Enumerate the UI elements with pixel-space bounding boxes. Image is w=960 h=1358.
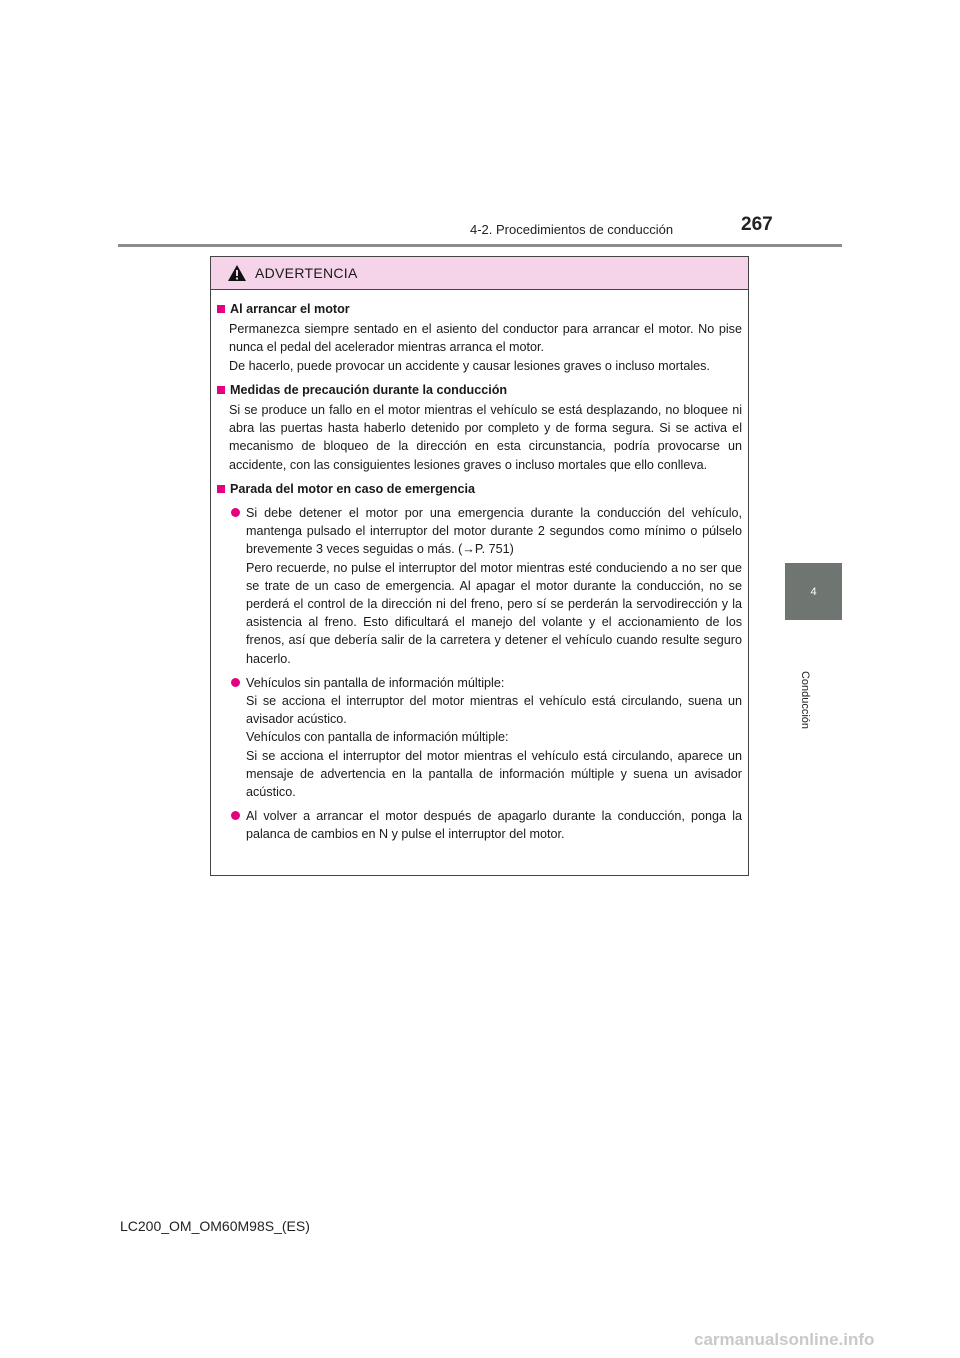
square-bullet-icon bbox=[217, 386, 225, 394]
section-heading bbox=[217, 300, 742, 318]
section-heading-text: Parada del motor en caso de emergencia bbox=[230, 481, 475, 496]
paragraph-line: Permanezca siempre sentado en el asiento del conductor para arrancar el motor. No pise nunca el pedal del acelerador mientras arranca el motor. bbox=[229, 322, 742, 355]
list-item-line: Pero recuerde, no pulse el interruptor del motor mientras esté conduciendo a no ser que se trate de un caso de emergencia. Al apagar el motor durante la conducción, no se perderá el control de la dirección ni del freno, pero sí se perderán la servodirección y la asistencia al freno. Esto dificultará el manejo del volante y el accionamiento de los frenos, así que debería salir de la carretera y detener el vehículo cuando resulte seguro hacerlo. bbox=[246, 560, 742, 666]
list-item-line: Si se acciona el interruptor del motor mientras el vehículo está circulando, aparece un mensaje de advertencia en la pantalla de información múltiple y suena un avisador acústico. bbox=[246, 748, 742, 800]
warning-title: ADVERTENCIA bbox=[255, 265, 358, 281]
list-item-line: Vehículos sin pantalla de información múltiple: bbox=[246, 675, 505, 690]
section-title: 4-2. Procedimientos de conducción bbox=[470, 222, 674, 237]
circle-bullet-icon bbox=[231, 678, 240, 687]
section-heading-text: Medidas de precaución durante la conducción bbox=[230, 382, 508, 397]
watermark: carmanualsonline.info bbox=[694, 1330, 875, 1349]
list-item-line: Vehículos con pantalla de información múltiple: bbox=[246, 730, 509, 745]
paragraph-line: Si se produce un fallo en el motor mientras el vehículo se está desplazando, no bloquee ni abra las puertas hasta haberlo detenido por completo y de forma segura. Si se activa el mecanismo de bloqueo de la dirección en esta circunstancia, podría provocarse un accidente, con las consiguientes lesiones graves o incluso mortales que ello conlleva. bbox=[229, 403, 742, 472]
circle-bullet-icon bbox=[231, 508, 240, 517]
section-paragraph bbox=[217, 401, 742, 474]
list-item bbox=[217, 504, 742, 668]
warning-header bbox=[211, 257, 748, 290]
square-bullet-icon bbox=[217, 305, 225, 313]
section-paragraph bbox=[217, 320, 742, 375]
list-item bbox=[217, 674, 742, 801]
document-code: LC200_OM_OM60M98S_(ES) bbox=[120, 1218, 310, 1234]
paragraph-line: De hacerlo, puede provocar un accidente y causar lesiones graves o incluso mortales. bbox=[229, 358, 710, 373]
warning-box bbox=[210, 256, 749, 876]
list-item-line: Si debe detener el motor por una emergencia durante la conducción del vehículo, mantenga pulsado el interruptor del motor durante 2 segundos como mínimo o púlselo brevemente 3 veces seguidas o más. (→P. 751) bbox=[246, 506, 742, 557]
chapter-label-text: Conducción bbox=[799, 670, 811, 730]
chapter-number: 4 bbox=[810, 585, 817, 598]
warning-triangle-icon bbox=[227, 264, 247, 282]
section-heading bbox=[217, 480, 742, 498]
chapter-tab bbox=[785, 563, 842, 620]
list-item bbox=[217, 807, 742, 843]
section-heading-text: Al arrancar el motor bbox=[230, 302, 350, 316]
circle-bullet-icon bbox=[231, 811, 240, 820]
square-bullet-icon bbox=[217, 485, 225, 493]
section-heading bbox=[217, 381, 742, 399]
warning-body bbox=[211, 290, 748, 844]
list-item-line: Al volver a arrancar el motor después de apagarlo durante la conducción, ponga la palanca de cambios en N y pulse el interruptor del motor. bbox=[246, 809, 742, 842]
header-divider bbox=[118, 244, 842, 247]
page-number: 267 bbox=[741, 214, 773, 235]
list-item-line: Si se acciona el interruptor del motor mientras el vehículo está circulando, suena un avisador acústico. bbox=[246, 694, 742, 727]
chapter-label bbox=[799, 670, 825, 730]
